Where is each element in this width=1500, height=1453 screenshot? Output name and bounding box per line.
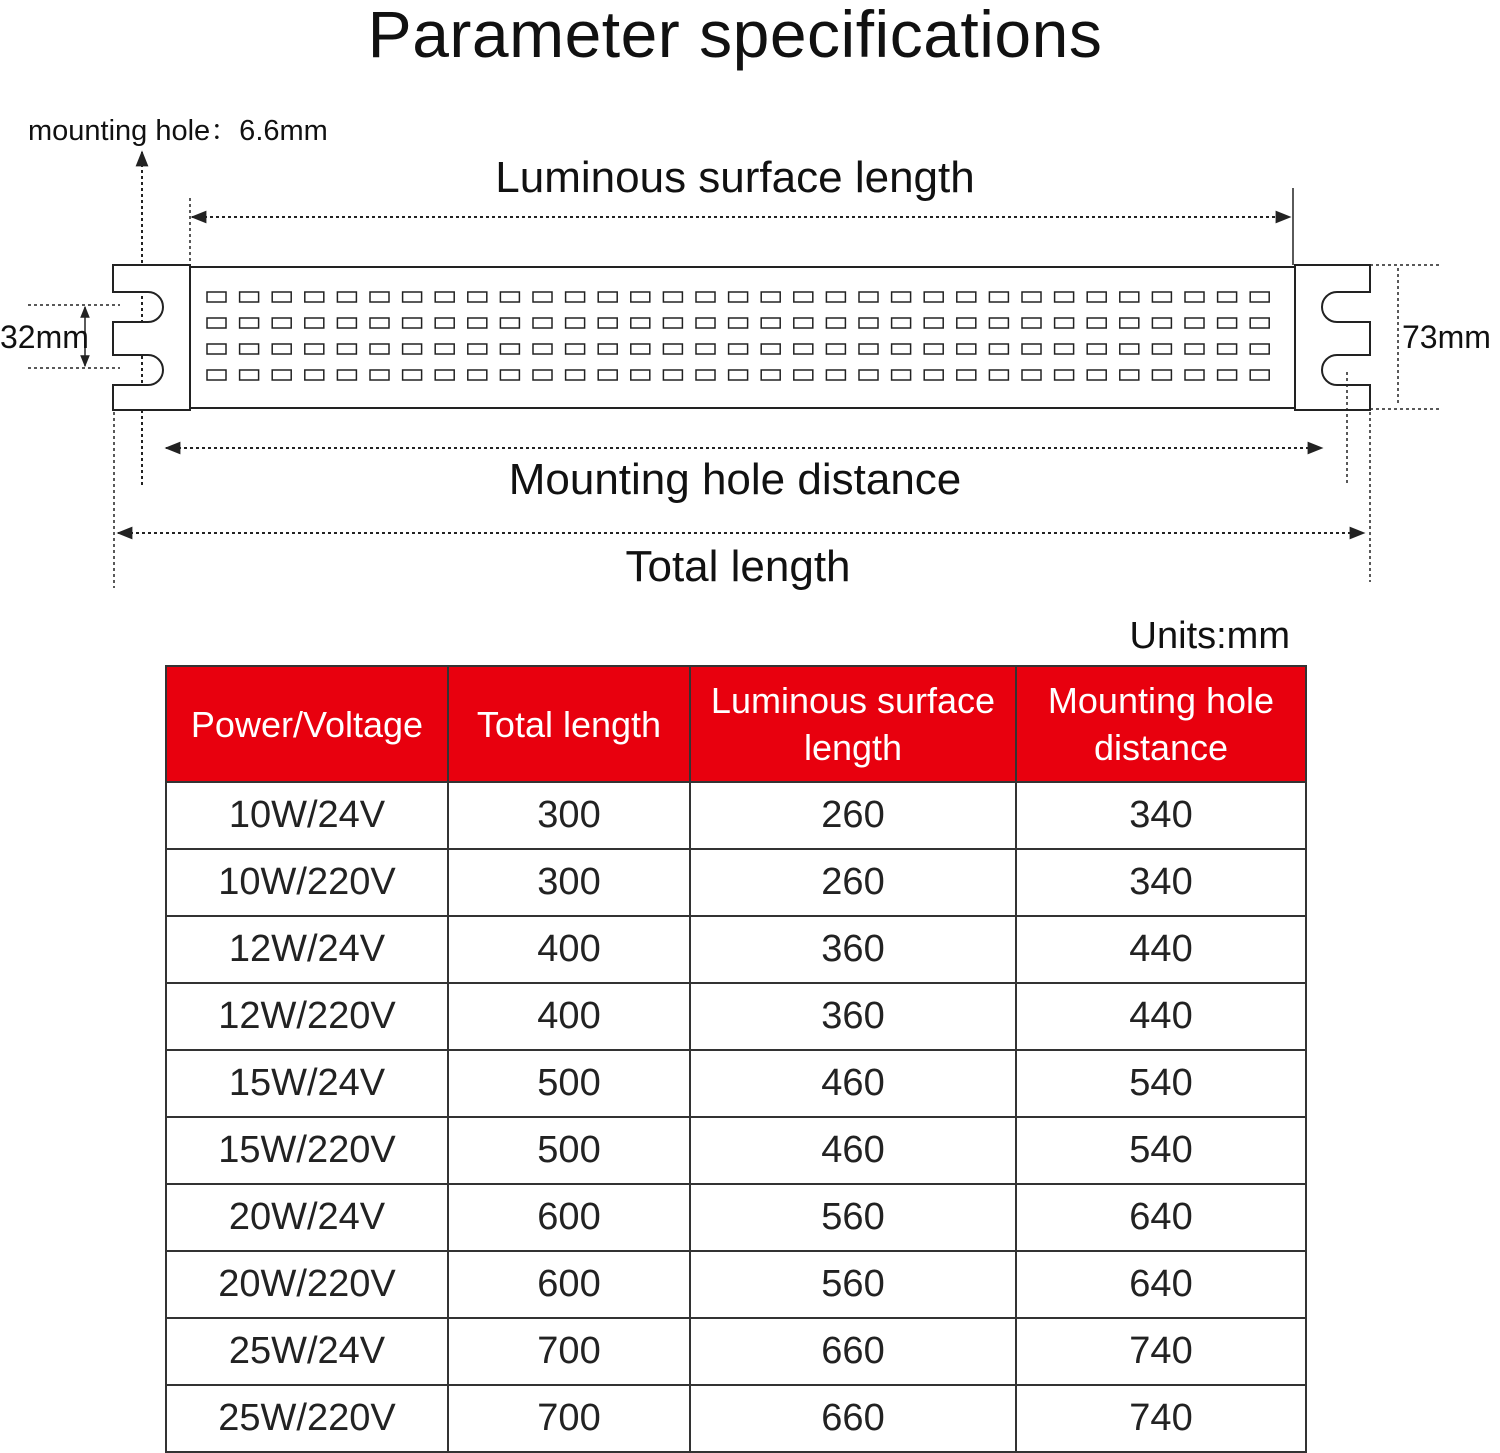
led-chip bbox=[631, 344, 650, 354]
total-length-cell: 300 bbox=[448, 849, 690, 916]
luminous-length-cell: 460 bbox=[690, 1050, 1016, 1117]
led-chip bbox=[598, 344, 617, 354]
mounting-distance-cell: 340 bbox=[1016, 849, 1306, 916]
led-chip bbox=[1120, 344, 1139, 354]
led-chip bbox=[1152, 318, 1171, 328]
power-voltage-cell: 15W/24V bbox=[166, 1050, 448, 1117]
led-chip bbox=[1087, 318, 1106, 328]
led-chip bbox=[566, 292, 585, 302]
led-chip bbox=[435, 344, 454, 354]
led-chip bbox=[533, 370, 552, 380]
led-chip bbox=[1055, 318, 1074, 328]
page-title: Parameter specifications bbox=[367, 0, 1103, 71]
luminous-length-cell: 560 bbox=[690, 1251, 1016, 1318]
led-chip bbox=[1022, 318, 1041, 328]
led-chip bbox=[1152, 344, 1171, 354]
led-chip bbox=[403, 370, 422, 380]
led-chip bbox=[892, 370, 911, 380]
mounting-distance-cell: 540 bbox=[1016, 1050, 1306, 1117]
header-total-length: Total length bbox=[448, 666, 690, 782]
led-chip bbox=[957, 318, 976, 328]
total-length-cell: 400 bbox=[448, 983, 690, 1050]
led-chip bbox=[403, 344, 422, 354]
led-chip bbox=[826, 292, 845, 302]
led-chip bbox=[957, 344, 976, 354]
led-chip bbox=[1120, 292, 1139, 302]
total-length-cell: 500 bbox=[448, 1050, 690, 1117]
led-chip bbox=[1185, 292, 1204, 302]
led-chip bbox=[859, 370, 878, 380]
left-end-cap bbox=[113, 265, 190, 410]
luminous-length-cell: 360 bbox=[690, 983, 1016, 1050]
led-chip bbox=[566, 370, 585, 380]
led-chip bbox=[1250, 318, 1269, 328]
led-chip bbox=[533, 344, 552, 354]
led-chip bbox=[272, 370, 291, 380]
mounting-distance-cell: 740 bbox=[1016, 1318, 1306, 1385]
led-chip bbox=[1087, 292, 1106, 302]
led-chip bbox=[468, 292, 487, 302]
power-voltage-cell: 12W/24V bbox=[166, 916, 448, 983]
led-chip bbox=[761, 370, 780, 380]
total-length-cell: 600 bbox=[448, 1251, 690, 1318]
total-length-cell: 600 bbox=[448, 1184, 690, 1251]
table-row bbox=[166, 1251, 1306, 1318]
led-chip bbox=[826, 318, 845, 328]
led-chip bbox=[533, 318, 552, 328]
led-chip bbox=[631, 292, 650, 302]
table-row bbox=[166, 782, 1306, 849]
power-voltage-cell: 15W/220V bbox=[166, 1117, 448, 1184]
led-chip bbox=[924, 370, 943, 380]
led-chip bbox=[435, 318, 454, 328]
total-length-cell: 500 bbox=[448, 1117, 690, 1184]
led-chip bbox=[272, 344, 291, 354]
led-chip bbox=[500, 292, 519, 302]
led-chip bbox=[663, 318, 682, 328]
led-chip bbox=[826, 344, 845, 354]
power-voltage-cell: 20W/24V bbox=[166, 1184, 448, 1251]
led-chip bbox=[370, 370, 389, 380]
led-chip bbox=[892, 292, 911, 302]
table-row bbox=[166, 1184, 1306, 1251]
table-row bbox=[166, 1385, 1306, 1452]
led-chip bbox=[370, 318, 389, 328]
luminous-length-label: Luminous surface length bbox=[495, 153, 975, 202]
luminous-length-cell: 660 bbox=[690, 1385, 1016, 1452]
power-voltage-cell: 25W/24V bbox=[166, 1318, 448, 1385]
led-chip bbox=[337, 292, 356, 302]
led-chip bbox=[1185, 370, 1204, 380]
led-chip bbox=[305, 318, 324, 328]
led-chip bbox=[533, 292, 552, 302]
led-chip bbox=[989, 370, 1008, 380]
led-chip bbox=[272, 292, 291, 302]
led-chip bbox=[729, 370, 748, 380]
led-chip bbox=[1087, 344, 1106, 354]
led-chip bbox=[729, 292, 748, 302]
led-chip bbox=[794, 292, 813, 302]
led-chip bbox=[370, 292, 389, 302]
power-voltage-cell: 12W/220V bbox=[166, 983, 448, 1050]
led-chip bbox=[468, 318, 487, 328]
led-chip bbox=[1152, 370, 1171, 380]
led-chip bbox=[468, 370, 487, 380]
led-chip bbox=[435, 370, 454, 380]
power-voltage-cell: 20W/220V bbox=[166, 1251, 448, 1318]
led-chip bbox=[500, 370, 519, 380]
led-chip bbox=[1055, 292, 1074, 302]
mounting-hole-label: mounting hole：6.6mm bbox=[28, 115, 328, 147]
led-chip bbox=[207, 370, 226, 380]
led-chip bbox=[1022, 292, 1041, 302]
led-chip bbox=[1055, 370, 1074, 380]
header-power-voltage: Power/Voltage bbox=[166, 666, 448, 782]
luminous-length-cell: 560 bbox=[690, 1184, 1016, 1251]
led-chip bbox=[924, 318, 943, 328]
led-chip bbox=[892, 344, 911, 354]
right-end-cap bbox=[1295, 265, 1370, 410]
led-chip bbox=[207, 292, 226, 302]
led-chip bbox=[305, 292, 324, 302]
led-chip bbox=[403, 292, 422, 302]
led-chip bbox=[696, 292, 715, 302]
mounting-distance-cell: 440 bbox=[1016, 916, 1306, 983]
total-length-cell: 700 bbox=[448, 1385, 690, 1452]
table-header-row bbox=[166, 666, 1306, 782]
led-chip bbox=[696, 318, 715, 328]
led-chip bbox=[1250, 370, 1269, 380]
led-chip bbox=[794, 344, 813, 354]
led-chip bbox=[892, 318, 911, 328]
header-mounting-distance: Mounting hole distance bbox=[1016, 666, 1306, 782]
luminous-length-cell: 660 bbox=[690, 1318, 1016, 1385]
led-chip bbox=[240, 370, 259, 380]
led-chip bbox=[761, 292, 780, 302]
led-chip bbox=[1120, 318, 1139, 328]
led-chip bbox=[1218, 344, 1237, 354]
led-chip bbox=[1087, 370, 1106, 380]
led-chip bbox=[337, 370, 356, 380]
led-chip bbox=[305, 370, 324, 380]
led-chip bbox=[729, 344, 748, 354]
led-chip bbox=[566, 318, 585, 328]
led-chip bbox=[403, 318, 422, 328]
led-chip bbox=[598, 292, 617, 302]
led-chip bbox=[859, 344, 878, 354]
luminous-length-cell: 460 bbox=[690, 1117, 1016, 1184]
led-chip bbox=[240, 318, 259, 328]
power-voltage-cell: 10W/220V bbox=[166, 849, 448, 916]
luminous-length-cell: 360 bbox=[690, 916, 1016, 983]
led-chip bbox=[1250, 344, 1269, 354]
led-chip bbox=[761, 318, 780, 328]
led-chip bbox=[1120, 370, 1139, 380]
mounting-distance-cell: 740 bbox=[1016, 1385, 1306, 1452]
led-chip bbox=[696, 370, 715, 380]
luminous-length-cell: 260 bbox=[690, 849, 1016, 916]
led-chip bbox=[240, 292, 259, 302]
power-voltage-cell: 25W/220V bbox=[166, 1385, 448, 1452]
led-chip bbox=[337, 344, 356, 354]
led-chip bbox=[500, 344, 519, 354]
total-length-cell: 400 bbox=[448, 916, 690, 983]
right-dimension-label: 73mm bbox=[1402, 319, 1491, 355]
mounting-distance-cell: 640 bbox=[1016, 1251, 1306, 1318]
mounting-distance-cell: 540 bbox=[1016, 1117, 1306, 1184]
led-chip bbox=[435, 292, 454, 302]
led-chip bbox=[1250, 292, 1269, 302]
led-chip bbox=[598, 370, 617, 380]
led-chip bbox=[989, 292, 1008, 302]
table-row bbox=[166, 916, 1306, 983]
table-row bbox=[166, 1318, 1306, 1385]
led-chip bbox=[663, 370, 682, 380]
total-length-label: Total length bbox=[625, 542, 851, 591]
led-chip bbox=[1055, 344, 1074, 354]
led-chip bbox=[598, 318, 617, 328]
table-row bbox=[166, 1117, 1306, 1184]
total-length-cell: 300 bbox=[448, 782, 690, 849]
led-chip bbox=[305, 344, 324, 354]
led-chip bbox=[989, 318, 1008, 328]
led-chip bbox=[1022, 344, 1041, 354]
table-row bbox=[166, 1050, 1306, 1117]
led-chip bbox=[826, 370, 845, 380]
led-chip bbox=[1218, 292, 1237, 302]
led-chip bbox=[1152, 292, 1171, 302]
led-chip bbox=[240, 344, 259, 354]
led-chip bbox=[1218, 318, 1237, 328]
left-dimension-label: 32mm bbox=[0, 319, 89, 355]
table-row bbox=[166, 983, 1306, 1050]
led-chip bbox=[729, 318, 748, 328]
led-chip bbox=[794, 370, 813, 380]
led-chip bbox=[859, 318, 878, 328]
mounting-distance-cell: 440 bbox=[1016, 983, 1306, 1050]
led-chip bbox=[631, 318, 650, 328]
led-chip bbox=[500, 318, 519, 328]
led-chip bbox=[794, 318, 813, 328]
header-luminous-length: Luminous surface length bbox=[690, 666, 1016, 782]
led-chip bbox=[1022, 370, 1041, 380]
led-chip bbox=[924, 344, 943, 354]
led-chip bbox=[1185, 318, 1204, 328]
led-chip bbox=[859, 292, 878, 302]
led-chip bbox=[337, 318, 356, 328]
spec-table bbox=[165, 665, 1307, 1453]
led-chip bbox=[663, 344, 682, 354]
luminous-length-cell: 260 bbox=[690, 782, 1016, 849]
units-label: Units:mm bbox=[1129, 615, 1290, 657]
led-chip bbox=[207, 318, 226, 328]
led-chip bbox=[957, 292, 976, 302]
total-length-cell: 700 bbox=[448, 1318, 690, 1385]
led-chip bbox=[272, 318, 291, 328]
led-chip bbox=[1218, 370, 1237, 380]
dimension-diagram bbox=[0, 0, 1500, 610]
led-chip bbox=[696, 344, 715, 354]
led-chip bbox=[989, 344, 1008, 354]
mounting-distance-cell: 640 bbox=[1016, 1184, 1306, 1251]
led-chip bbox=[1185, 344, 1204, 354]
mounting-distance-label: Mounting hole distance bbox=[508, 455, 962, 504]
led-chip bbox=[957, 370, 976, 380]
led-chip bbox=[924, 292, 943, 302]
table-row bbox=[166, 849, 1306, 916]
light-body bbox=[190, 267, 1295, 408]
led-chip bbox=[761, 344, 780, 354]
led-chip bbox=[566, 344, 585, 354]
led-chip bbox=[631, 370, 650, 380]
led-chip bbox=[468, 344, 487, 354]
led-chip bbox=[663, 292, 682, 302]
led-chip bbox=[207, 344, 226, 354]
power-voltage-cell: 10W/24V bbox=[166, 782, 448, 849]
led-chip bbox=[370, 344, 389, 354]
mounting-distance-cell: 340 bbox=[1016, 782, 1306, 849]
